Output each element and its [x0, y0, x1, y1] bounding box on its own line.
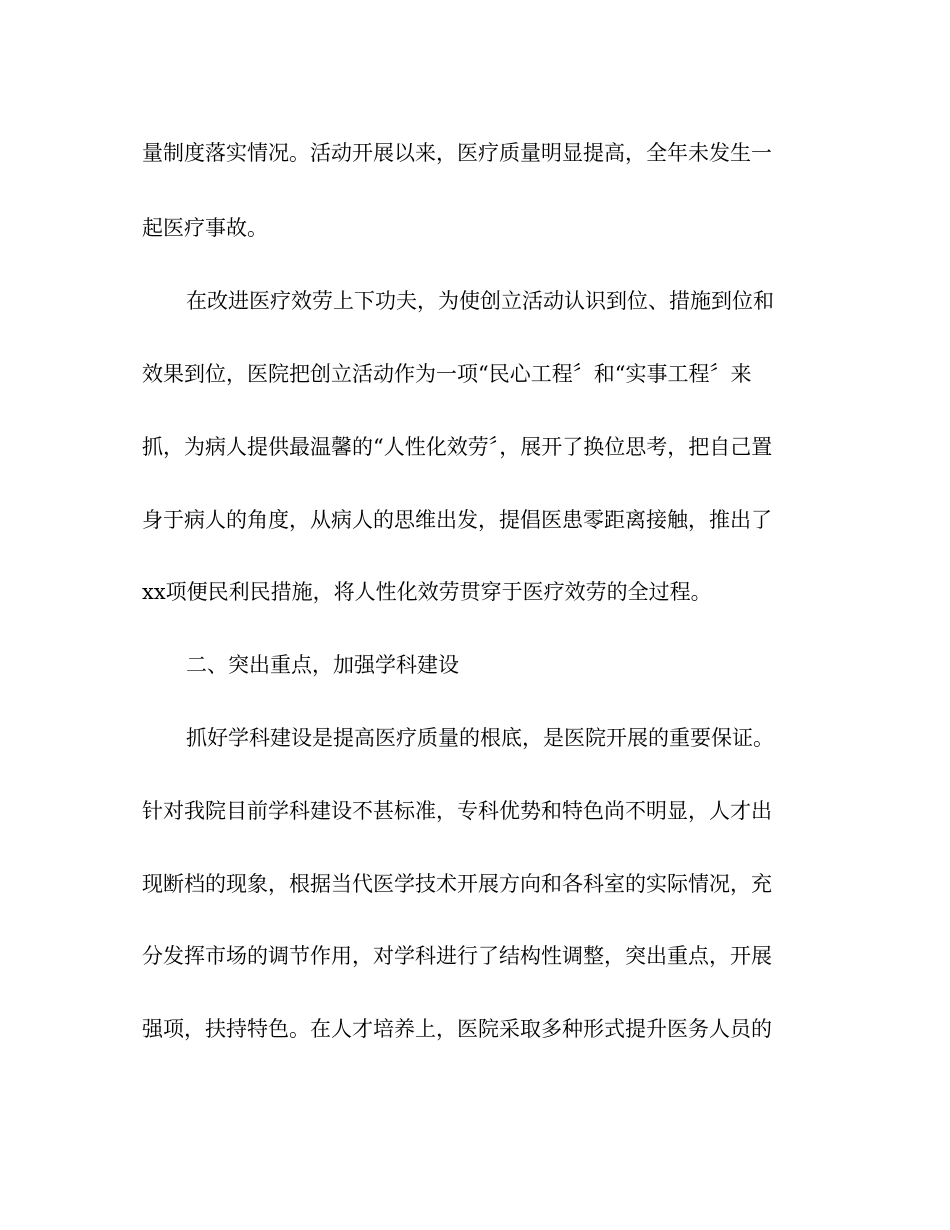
paragraph-first-line: 在改进医疗效劳上下功夫，为使创立活动认识到位、措施到位和	[186, 289, 774, 313]
text-line: 现断档的现象，根据当代医学技术开展方向和各科室的实际情况，充	[142, 872, 772, 896]
text-line: 量制度落实情况。活动开展以来，医疗质量明显提高，全年未发生一	[142, 141, 772, 165]
text-line: xx项便民利民措施，将人性化效劳贯穿于医疗效劳的全过程。	[142, 580, 712, 604]
text-line: 效果到位，医院把创立活动作为一项“民心工程〞和“实事工程〞来	[142, 362, 752, 386]
paragraph-first-line: 抓好学科建设是提高医疗质量的根底，是医院开展的重要保证。	[186, 726, 774, 750]
section-heading: 二、突出重点，加强学科建设	[186, 653, 459, 677]
text-line: 分发挥市场的调节作用，对学科进行了结构性调整，突出重点，开展	[142, 944, 772, 968]
text-line: 抓，为病人提供最温馨的“人性化效劳〞，展开了换位思考，把自己置	[142, 435, 773, 459]
text-line: 身于病人的角度，从病人的思维出发，提倡医患零距离接触，推出了	[142, 508, 772, 532]
text-line: 起医疗事故。	[142, 216, 268, 240]
text-line: 强项，扶持特色。在人才培养上，医院采取多种形式提升医务人员的	[142, 1017, 772, 1041]
text-line: 针对我院目前学科建设不甚标准，专科优势和特色尚不明显，人才出	[142, 799, 772, 823]
